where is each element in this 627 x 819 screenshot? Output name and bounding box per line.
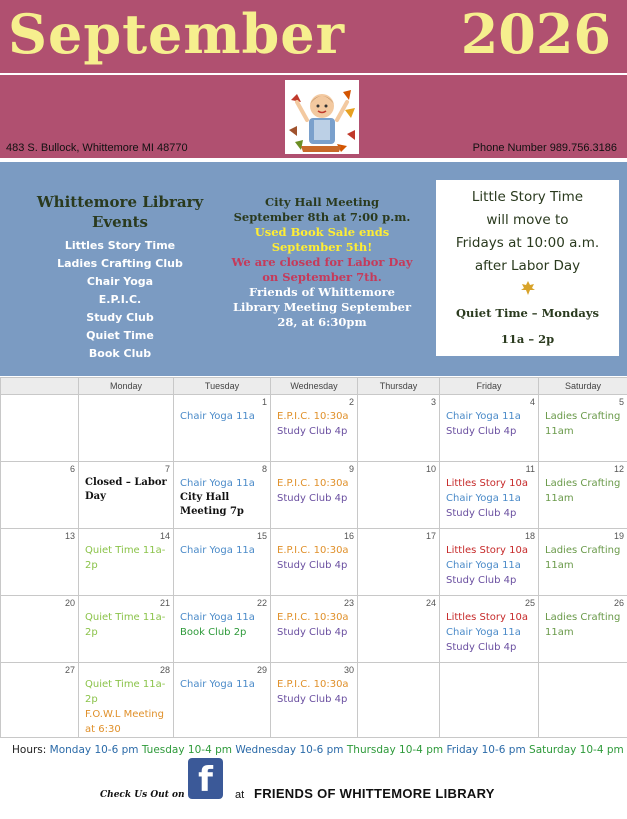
calendar-event: E.P.I.C. 10:30a <box>277 679 349 690</box>
calendar-event: Quiet Time 11a-2p <box>85 612 166 638</box>
day-cell[interactable] <box>539 462 627 529</box>
week-row <box>1 462 627 529</box>
day-number: 7 <box>164 464 170 474</box>
day-number: 26 <box>613 598 624 608</box>
day-number: 22 <box>256 598 267 608</box>
calendar-event: City Hall Meeting 7p <box>180 492 244 517</box>
day-events <box>440 462 538 521</box>
week-row <box>1 395 627 462</box>
day-cell[interactable] <box>79 529 174 596</box>
calendar-event: Study Club 4p <box>446 642 517 653</box>
day-number: 30 <box>343 665 354 675</box>
story-line-4: after Labor Day <box>474 258 581 274</box>
day-events <box>1 395 78 409</box>
day-number: 13 <box>64 531 75 541</box>
day-events <box>1 462 78 476</box>
day-number: 12 <box>613 464 624 474</box>
day-cell[interactable] <box>440 395 539 462</box>
day-number: 4 <box>529 397 535 407</box>
calendar-event: Closed – Labor Day <box>85 477 167 502</box>
weekday-header: Saturday <box>539 378 627 395</box>
day-events <box>174 395 270 424</box>
day-events <box>79 529 173 573</box>
day-events <box>358 663 439 677</box>
day-events <box>174 663 270 692</box>
address-text: 483 S. Bullock, Whittemore MI 48770 <box>6 142 188 154</box>
day-number: 16 <box>343 531 354 541</box>
weekday-header: Friday <box>440 378 539 395</box>
list-item: Study Club <box>86 311 154 324</box>
day-number: 15 <box>256 531 267 541</box>
day-cell[interactable] <box>174 596 271 663</box>
day-number: 1 <box>261 397 267 407</box>
hours-tuesday: Tuesday 10-4 pm <box>141 744 232 756</box>
day-number: 14 <box>159 531 170 541</box>
hours-monday: Monday 10-6 pm <box>49 744 139 756</box>
day-events <box>271 395 357 439</box>
day-events <box>539 395 627 439</box>
header-banner <box>0 0 627 158</box>
calendar-event: Chair Yoga 11a <box>180 545 255 556</box>
day-number: 29 <box>256 665 267 675</box>
friends-of-library-link[interactable]: FRIENDS OF WHITTEMORE LIBRARY <box>254 786 495 801</box>
calendar-event: E.P.I.C. 10:30a <box>277 612 349 623</box>
weekday-header: Monday <box>79 378 174 395</box>
hours-saturday: Saturday 10-4 pm <box>529 744 624 756</box>
day-events <box>79 663 173 737</box>
day-number: 17 <box>425 531 436 541</box>
calendar-event: E.P.I.C. 10:30a <box>277 545 349 556</box>
phone-number-text: Phone Number 989.756.3186 <box>472 142 617 154</box>
calendar-grid <box>0 377 627 738</box>
calendar-event: Study Club 4p <box>446 426 517 437</box>
day-cell[interactable] <box>174 663 271 738</box>
day-number: 28 <box>159 665 170 675</box>
calendar-event: Study Club 4p <box>277 493 348 504</box>
day-number: 10 <box>425 464 436 474</box>
day-cell[interactable] <box>1 395 79 462</box>
book-sale-notice: Used Book Sale ends September 5th! <box>254 225 390 254</box>
day-events <box>79 462 173 504</box>
calendar-event: Chair Yoga 11a <box>180 612 255 623</box>
calendar-event: Chair Yoga 11a <box>446 411 521 422</box>
day-cell[interactable] <box>271 395 358 462</box>
calendar-event: Study Club 4p <box>446 575 517 586</box>
day-number: 6 <box>69 464 75 474</box>
day-cell[interactable] <box>271 663 358 738</box>
day-cell[interactable] <box>271 529 358 596</box>
hours-friday: Friday 10-6 pm <box>446 744 526 756</box>
calendar-event: Study Club 4p <box>446 508 517 519</box>
day-number: 24 <box>425 598 436 608</box>
calendar-event: F.O.W.L Meeting at 6:30 <box>85 709 164 735</box>
check-us-out-text: Check Us Out on <box>100 790 185 800</box>
day-cell[interactable] <box>1 596 79 663</box>
facebook-icon[interactable]: f <box>188 758 223 799</box>
day-events <box>440 529 538 588</box>
calendar-event: Study Club 4p <box>277 694 348 705</box>
day-cell[interactable] <box>174 395 271 462</box>
day-number: 9 <box>348 464 354 474</box>
quiet-time-days: Quiet Time – Mondays <box>456 306 599 320</box>
calendar-table <box>0 377 627 738</box>
day-events <box>174 529 270 558</box>
day-cell[interactable] <box>539 395 627 462</box>
labor-day-closure-notice: We are closed for Labor Day on September 7th. <box>231 255 413 284</box>
hours-line <box>12 744 624 756</box>
list-item: Chair Yoga <box>86 275 154 288</box>
calendar-event: Chair Yoga 11a <box>180 411 255 422</box>
day-events <box>174 596 270 640</box>
weekday-header: Thursday <box>358 378 440 395</box>
day-events <box>174 462 270 519</box>
day-cell[interactable] <box>174 529 271 596</box>
day-cell[interactable] <box>271 462 358 529</box>
quiet-time-hours: 11a – 2p <box>500 332 555 346</box>
week-row <box>1 663 627 738</box>
day-number: 23 <box>343 598 354 608</box>
day-cell[interactable] <box>539 663 627 738</box>
calendar-event: Chair Yoga 11a <box>446 627 521 638</box>
day-number: 27 <box>64 665 75 675</box>
list-item: Littles Story Time <box>64 239 176 252</box>
day-number: 3 <box>430 397 436 407</box>
day-cell[interactable] <box>1 462 79 529</box>
calendar-body <box>1 395 627 738</box>
header-divider <box>0 73 627 75</box>
day-cell[interactable] <box>79 663 174 738</box>
calendar-event: Littles Story 10a <box>446 545 528 556</box>
child-leaves-illustration <box>285 80 359 154</box>
announcements-block <box>228 195 416 330</box>
hours-wednesday: Wednesday 10-6 pm <box>235 744 344 756</box>
day-cell[interactable] <box>440 529 539 596</box>
calendar-event: Chair Yoga 11a <box>180 679 255 690</box>
friends-meeting-notice: Friends of Whittemore Library Meeting September 28, at 6:30pm <box>232 285 412 329</box>
calendar-event: Chair Yoga 11a <box>446 493 521 504</box>
day-events <box>440 663 538 677</box>
hours-thursday: Thursday 10-4 pm <box>346 744 444 756</box>
day-events <box>79 596 173 640</box>
weekday-header-row <box>1 378 627 395</box>
day-number: 5 <box>618 397 624 407</box>
leaf-icon <box>520 280 536 296</box>
day-cell[interactable] <box>79 596 174 663</box>
week-row <box>1 529 627 596</box>
calendar-event: Quiet Time 11a-2p <box>85 679 166 705</box>
day-cell[interactable] <box>358 395 440 462</box>
day-number: 8 <box>261 464 267 474</box>
city-hall-meeting-date: September 8th at 7:00 p.m. <box>233 210 411 224</box>
day-events <box>271 462 357 506</box>
day-events <box>358 395 439 409</box>
calendar-event: Study Club 4p <box>277 627 348 638</box>
day-cell[interactable] <box>358 663 440 738</box>
story-time-notice-box <box>436 180 619 356</box>
calendar-event: Chair Yoga 11a <box>446 560 521 571</box>
day-cell[interactable] <box>79 395 174 462</box>
day-number: 19 <box>613 531 624 541</box>
calendar-event: Study Club 4p <box>277 560 348 571</box>
calendar-event: Ladies Crafting 11am <box>545 612 621 638</box>
day-events <box>440 596 538 655</box>
day-cell[interactable] <box>1 529 79 596</box>
calendar-event: Ladies Crafting 11am <box>545 545 621 571</box>
weekday-header: Wednesday <box>271 378 358 395</box>
month-title: September <box>8 2 346 66</box>
calendar-event: E.P.I.C. 10:30a <box>277 411 349 422</box>
day-number: 20 <box>64 598 75 608</box>
day-events <box>539 663 627 677</box>
calendar-event: Study Club 4p <box>277 426 348 437</box>
day-cell[interactable] <box>358 462 440 529</box>
day-cell[interactable] <box>440 596 539 663</box>
calendar-event: Ladies Crafting 11am <box>545 478 621 504</box>
library-events-list <box>40 237 200 363</box>
day-cell[interactable] <box>174 462 271 529</box>
day-number: 11 <box>525 464 535 474</box>
day-events <box>79 395 173 409</box>
day-events <box>440 395 538 439</box>
calendar-event: Book Club 2p <box>180 627 247 638</box>
day-cell[interactable] <box>358 529 440 596</box>
day-cell[interactable] <box>271 596 358 663</box>
list-item: Book Club <box>88 347 152 360</box>
list-item: Ladies Crafting Club <box>57 257 183 270</box>
at-text: at <box>235 789 245 801</box>
calendar-event: Quiet Time 11a-2p <box>85 545 166 571</box>
calendar-event: E.P.I.C. 10:30a <box>277 478 349 489</box>
list-item: Quiet Time <box>86 329 154 342</box>
day-cell[interactable] <box>358 596 440 663</box>
list-item: E.P.I.C. <box>98 293 142 306</box>
calendar-event: Chair Yoga 11a <box>180 478 255 489</box>
events-panel <box>0 162 627 376</box>
day-cell[interactable] <box>539 596 627 663</box>
weekday-header <box>1 378 79 395</box>
weekday-header: Tuesday <box>174 378 271 395</box>
day-cell[interactable] <box>440 462 539 529</box>
day-number: 18 <box>524 531 535 541</box>
library-events-title: Whittemore Library Events <box>36 193 204 231</box>
day-number: 2 <box>348 397 354 407</box>
hours-label: Hours: <box>12 744 47 756</box>
story-line-1: Little Story Time <box>471 189 584 205</box>
story-line-2: will move to <box>486 212 569 228</box>
week-row <box>1 596 627 663</box>
day-cell[interactable] <box>440 663 539 738</box>
day-number: 25 <box>524 598 535 608</box>
day-cell[interactable] <box>1 663 79 738</box>
calendar-event: Ladies Crafting 11am <box>545 411 621 437</box>
calendar-event: Littles Story 10a <box>446 478 528 489</box>
story-line-3: Fridays at 10:00 a.m. <box>455 235 600 251</box>
day-number: 21 <box>159 598 170 608</box>
day-cell[interactable] <box>79 462 174 529</box>
calendar-event: Littles Story 10a <box>446 612 528 623</box>
year-title: 2026 <box>460 2 611 66</box>
day-cell[interactable] <box>539 529 627 596</box>
city-hall-meeting-title: City Hall Meeting <box>264 195 380 209</box>
